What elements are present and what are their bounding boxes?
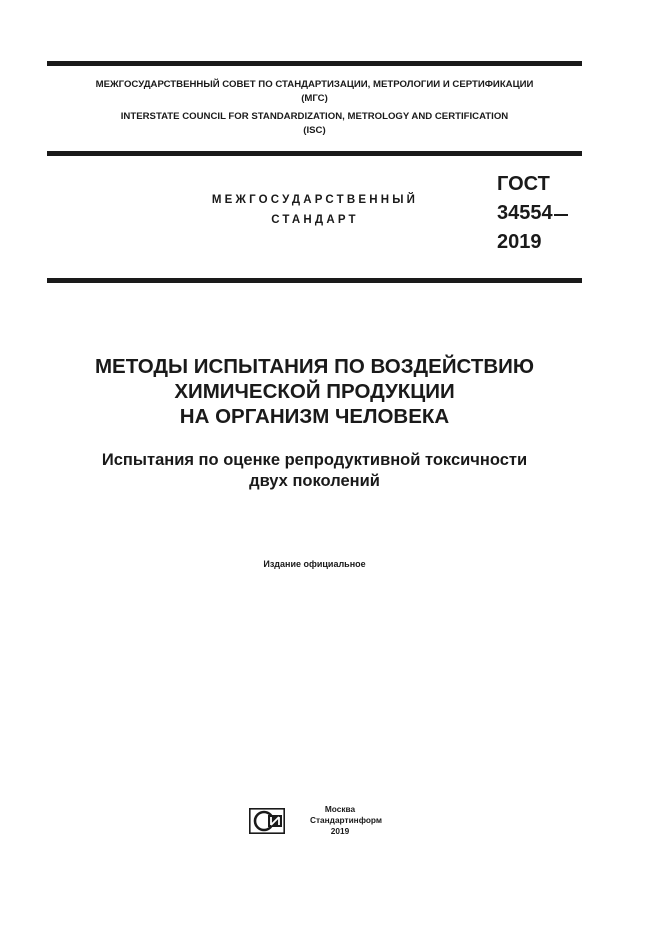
designation-number: 34554: [497, 202, 553, 224]
council-abbr-en: (ISC): [303, 125, 326, 136]
council-name-en: INTERSTATE COUNCIL FOR STANDARDIZATION, METROLOGY AND CERTIFICATION: [120, 111, 509, 122]
subtitle-line1: Испытания по оценке репродуктивной токсичности: [101, 451, 528, 469]
title-line1: МЕТОДЫ ИСПЫТАНИЯ ПО ВОЗДЕЙСТВИЮ: [94, 355, 535, 378]
standard-type-line1: МЕЖГОСУДАРСТВЕННЫЙ: [211, 194, 419, 206]
standartinform-logo-icon: [249, 808, 285, 834]
title-line2: ХИМИЧЕСКОЙ ПРОДУКЦИИ: [174, 380, 455, 403]
designation-dash: [554, 214, 568, 216]
edition-note: Издание официальное: [263, 559, 366, 569]
publisher-city: Москва: [324, 804, 356, 814]
council-header: [47, 78, 582, 138]
standard-type: [150, 190, 480, 230]
publisher-name: Стандартинформ: [310, 815, 383, 825]
council-abbr-ru: (МГС): [301, 93, 328, 104]
document-subtitle: [47, 450, 582, 492]
publisher-year: 2019: [330, 826, 350, 836]
standard-designation: [497, 170, 568, 257]
council-name-ru: МЕЖГОСУДАРСТВЕННЫЙ СОВЕТ ПО СТАНДАРТИЗАЦИИ, МЕТРОЛОГИИ И СЕРТИФИКАЦИИ: [95, 79, 534, 90]
designation-number-row: [497, 199, 568, 228]
publisher-block: [310, 804, 383, 837]
designation-prefix: ГОСТ: [497, 173, 550, 195]
standard-type-line2: СТАНДАРТ: [271, 214, 359, 226]
designation-year: 2019: [497, 231, 542, 253]
header-divider-rule: [47, 151, 582, 156]
designation-divider-rule: [47, 278, 582, 283]
subtitle-line2: двух поколений: [249, 472, 380, 490]
title-line3: НА ОРГАНИЗМ ЧЕЛОВЕКА: [179, 405, 450, 428]
document-title: [47, 354, 582, 429]
top-rule: [47, 61, 582, 66]
